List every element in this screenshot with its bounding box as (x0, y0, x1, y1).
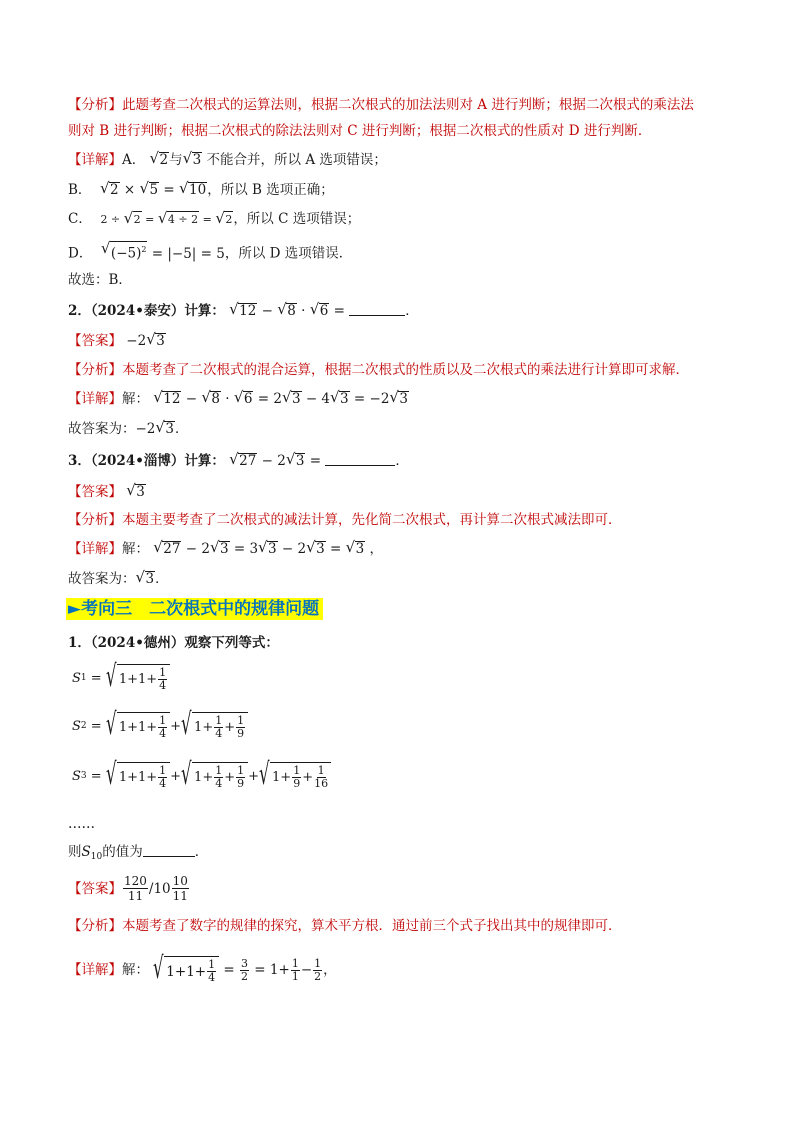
answer-blank (349, 303, 405, 316)
q4-analysis: 本题考查了数字的规律的探究，算术平方根．通过前三个式子找出其中的规律即可． (122, 918, 622, 934)
answer-mixed-fraction: $\frac{10}{11}$ (172, 874, 188, 903)
q2-answer-coef: −2 (126, 333, 147, 349)
q3-detail-expression: √ 27 − 2 √ 3 = 3 √ 3 − 2 √ 3 = √ 3 (153, 538, 365, 557)
answer-fraction: $\frac{120}{11}$ (124, 874, 147, 903)
s2-equation: S 2 = √ 1+1+ $\frac{1}{4}$ + √ 1+ $\frac{1}{4}$ + $\frac{1}{9}$ (72, 712, 248, 740)
option-a-text: 不能合并，所以 A 选项错误； (206, 152, 387, 168)
q3-detail-line (68, 540, 383, 558)
detail-tag: 【详解】 (68, 391, 122, 407)
times-sign: × (123, 182, 136, 198)
ellipsis: …… (68, 816, 95, 832)
q3-final: 故答案为： (68, 571, 136, 587)
detail-line-a (68, 151, 387, 169)
q3-analysis-line (68, 511, 622, 529)
sqrt-2: √ 2 (100, 179, 119, 198)
q3-analysis: 本题主要考查了二次根式的减法计算，先化简二次根式，再计算二次根式减法即可． (122, 512, 622, 528)
q3-label: 3．（2024•淄博）计算： (68, 453, 225, 469)
q2-analysis-line (68, 361, 689, 379)
c-expression: 2 ÷ √ 2 = √ 4 ÷ 2 = √ 2 (100, 209, 233, 227)
q2-final-line (68, 420, 189, 438)
answer-tag: 【答案】 (68, 880, 122, 897)
radical: √ 1+1+ $\frac{1}{4}$ (153, 956, 219, 984)
answer-blank (325, 453, 395, 466)
detail-tag: 【详解】 (68, 152, 122, 168)
s1-equation: S 1 = √ 1+1+ $\frac{1}{4}$ (72, 664, 170, 692)
answer-tag: 【答案】 (68, 484, 122, 500)
q4-analysis-line (68, 917, 622, 935)
d-expression: √ $(-5)^2 = |-5| = 5$ (100, 239, 225, 262)
option-d-prefix: D． (68, 245, 93, 262)
ellipsis-line (68, 815, 95, 833)
q4-detail-line: 【详解】 解： √ 1+1+ $\frac{1}{4}$ = $\frac{3}{2}$ = 1+ $\frac{1}{1}$ − $\frac{1}{2}$ ， (68, 951, 337, 986)
analysis-text: 此题考查二次根式的运算法则，根据二次根式的加法法则对 A 进行判断；根据二次根式的乘法法 (122, 97, 694, 113)
ask-prefix: 则 (68, 844, 82, 860)
q4-line (68, 634, 279, 652)
option-b-prefix: B． (68, 182, 92, 198)
q3-line (68, 452, 409, 470)
choice-line (68, 271, 132, 289)
s3-equation: S 3 = √ 1+1+ $\frac{1}{4}$ + √ 1+ $\frac{1}{4}$ + $\frac{1}{9}$ + √ 1+ $\frac{1}{9}$ + $\frac{1}{16}$ (72, 762, 331, 790)
sqrt-3: √ 3 (182, 149, 202, 168)
analysis-tag: 【分析】 (68, 97, 122, 113)
q2-line (68, 302, 419, 320)
section-title: 考向三 二次根式中的规律问题 (81, 599, 320, 619)
analysis-line-1 (68, 96, 694, 114)
section-header (66, 598, 323, 620)
detail-tag: 【详解】 (68, 962, 122, 978)
detail-line-c (68, 210, 360, 229)
q3-detail-tail: ， (369, 541, 384, 557)
ask-tail: ． (194, 844, 209, 860)
option-c-text: ，所以 C 选项错误； (233, 211, 361, 227)
q2-final: 故答案为：−2 (68, 421, 156, 437)
sqrt-3: √ 3 (135, 568, 155, 587)
option-a-prefix: A． (122, 152, 146, 168)
analysis-tag: 【分析】 (68, 918, 122, 934)
answer-tag: 【答案】 (68, 333, 122, 349)
q2-final-tail: ． (175, 421, 189, 437)
option-b-text: ，所以 B 选项正确； (207, 182, 334, 198)
q2-detail-line (68, 390, 409, 408)
sqrt-3: √ 3 (146, 330, 165, 349)
q3-final-line (68, 570, 169, 588)
q3-expression: √ 27 − 2 √ 3 = (229, 450, 322, 469)
q4-ask-line: 则$S_{10}$的值为 ． (68, 844, 209, 862)
q3-tail: ． (395, 453, 409, 469)
q2-label: 2．（2024•泰安）计算： (68, 303, 225, 319)
analysis-text: 则对 B 进行判断；根据二次根式的除法法则对 C 进行判断；根据二次根式的性质对 D 进行判断． (68, 123, 652, 139)
detail-line-b: B． √ 2 × √ 5 = √ 10，所以 B 选项正确； (68, 179, 334, 198)
sqrt-10: √ 10 (179, 179, 207, 198)
q4-label: 1．（2024•德州）观察下列等式： (68, 635, 279, 651)
q3-answer-line (68, 483, 146, 501)
q4-answer-line (68, 874, 190, 903)
detail-line-d (68, 241, 352, 263)
radical: √ 1+1+ $\frac{1}{4}$ (106, 664, 170, 692)
q2-detail-prefix: 解： (122, 391, 149, 407)
analysis-line-2 (68, 122, 651, 140)
q2-tail: ． (405, 303, 419, 319)
q3-final-tail: ． (155, 571, 169, 587)
q2-detail-expression: √ 12 − √ 8 · √ 6 = 2 √ 3 − 4 √ 3 = −2 √ 3 (153, 388, 408, 407)
with-word: 与 (169, 152, 183, 168)
q2-expression: √ 12 − √ 8 · √ 6 = (229, 300, 345, 319)
sqrt-5: √ 5 (139, 179, 159, 198)
detail-tag: 【详解】 (68, 541, 122, 557)
q2-analysis: 本题考查了二次根式的混合运算，根据二次根式的性质以及二次根式的乘法进行计算即可求解． (122, 362, 689, 378)
q2-answer-line (68, 332, 166, 350)
option-d-text: ，所以 D 选项错误． (224, 245, 353, 262)
triangle-icon: ► (68, 599, 82, 619)
sqrt-3: √ 3 (126, 481, 145, 500)
choice-text: 故选：B． (68, 272, 132, 288)
sqrt-3: √ 3 (155, 418, 174, 437)
sqrt-2: √ 2 (149, 149, 169, 168)
analysis-tag: 【分析】 (68, 362, 122, 378)
q3-detail-prefix: 解： (122, 541, 149, 557)
option-c-prefix: C． (68, 211, 92, 227)
ask-suffix: 的值为 (102, 844, 143, 860)
answer-separator: /10 (148, 880, 171, 897)
analysis-tag: 【分析】 (68, 512, 122, 528)
q4-detail-prefix: 解： (122, 962, 149, 978)
answer-blank (143, 844, 195, 857)
q4-detail-tail: ， (323, 962, 337, 978)
